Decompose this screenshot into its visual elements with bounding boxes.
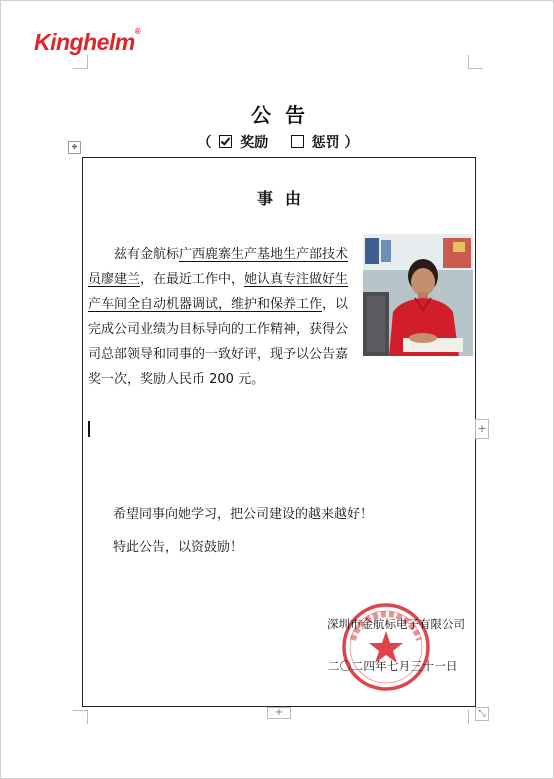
crop-mark	[468, 55, 469, 69]
body-text-2: ，在最近工作中，	[140, 272, 245, 287]
text-caret	[88, 421, 90, 437]
notice-title: 公告	[251, 103, 319, 127]
company-name: 深圳市金航标电子有限公司	[327, 617, 465, 631]
employee-name: 广西鹿寨生产基地生产部技术员廖建兰	[88, 247, 349, 287]
employee-photo-image	[363, 234, 473, 356]
body-text-1: 兹有金航标	[114, 247, 180, 262]
penalty-label: 惩罚	[311, 135, 340, 151]
closing-line-1: 希望同事向她学习，把公司建设的越来越好！	[113, 507, 374, 522]
crop-mark	[73, 68, 88, 69]
checkbox-checked-icon[interactable]	[219, 135, 232, 148]
checkbox-empty-icon[interactable]	[291, 135, 304, 148]
brand-logo: Kinghelm®	[34, 27, 141, 55]
crop-mark	[73, 710, 88, 711]
company-seal	[339, 600, 433, 694]
notice-body-box	[82, 157, 476, 707]
crop-mark	[87, 55, 88, 69]
crop-mark	[468, 710, 469, 724]
employee-photo	[363, 234, 473, 356]
work-description: 她认真专注做好生产车间全自动机器调试，维护和保养工作	[88, 272, 349, 312]
body-paragraph[interactable]	[88, 242, 356, 392]
move-icon[interactable]: ✥	[68, 141, 81, 154]
open-paren: （	[197, 135, 212, 151]
add-row-button[interactable]: +	[267, 707, 291, 719]
closing-line-2: 特此公告，以资鼓励！	[113, 540, 244, 555]
resize-icon[interactable]: ⤡	[475, 707, 489, 721]
body-text-3: ，以完成公司业绩为目标导向的工作精神，获得公司总部领导和同事的一致好评，现予以公告嘉奖一次，奖励人民币 200 元。	[88, 297, 349, 387]
crop-mark	[87, 710, 88, 724]
reward-label: 奖励	[240, 135, 269, 151]
plus-icon[interactable]: +	[475, 419, 489, 439]
notice-type-options	[1, 132, 554, 152]
notice-date: 二〇二四年七月三十一日	[328, 659, 458, 673]
subject-heading: 事由	[256, 189, 313, 208]
close-paren: ）	[344, 135, 359, 151]
crop-mark	[468, 68, 483, 69]
